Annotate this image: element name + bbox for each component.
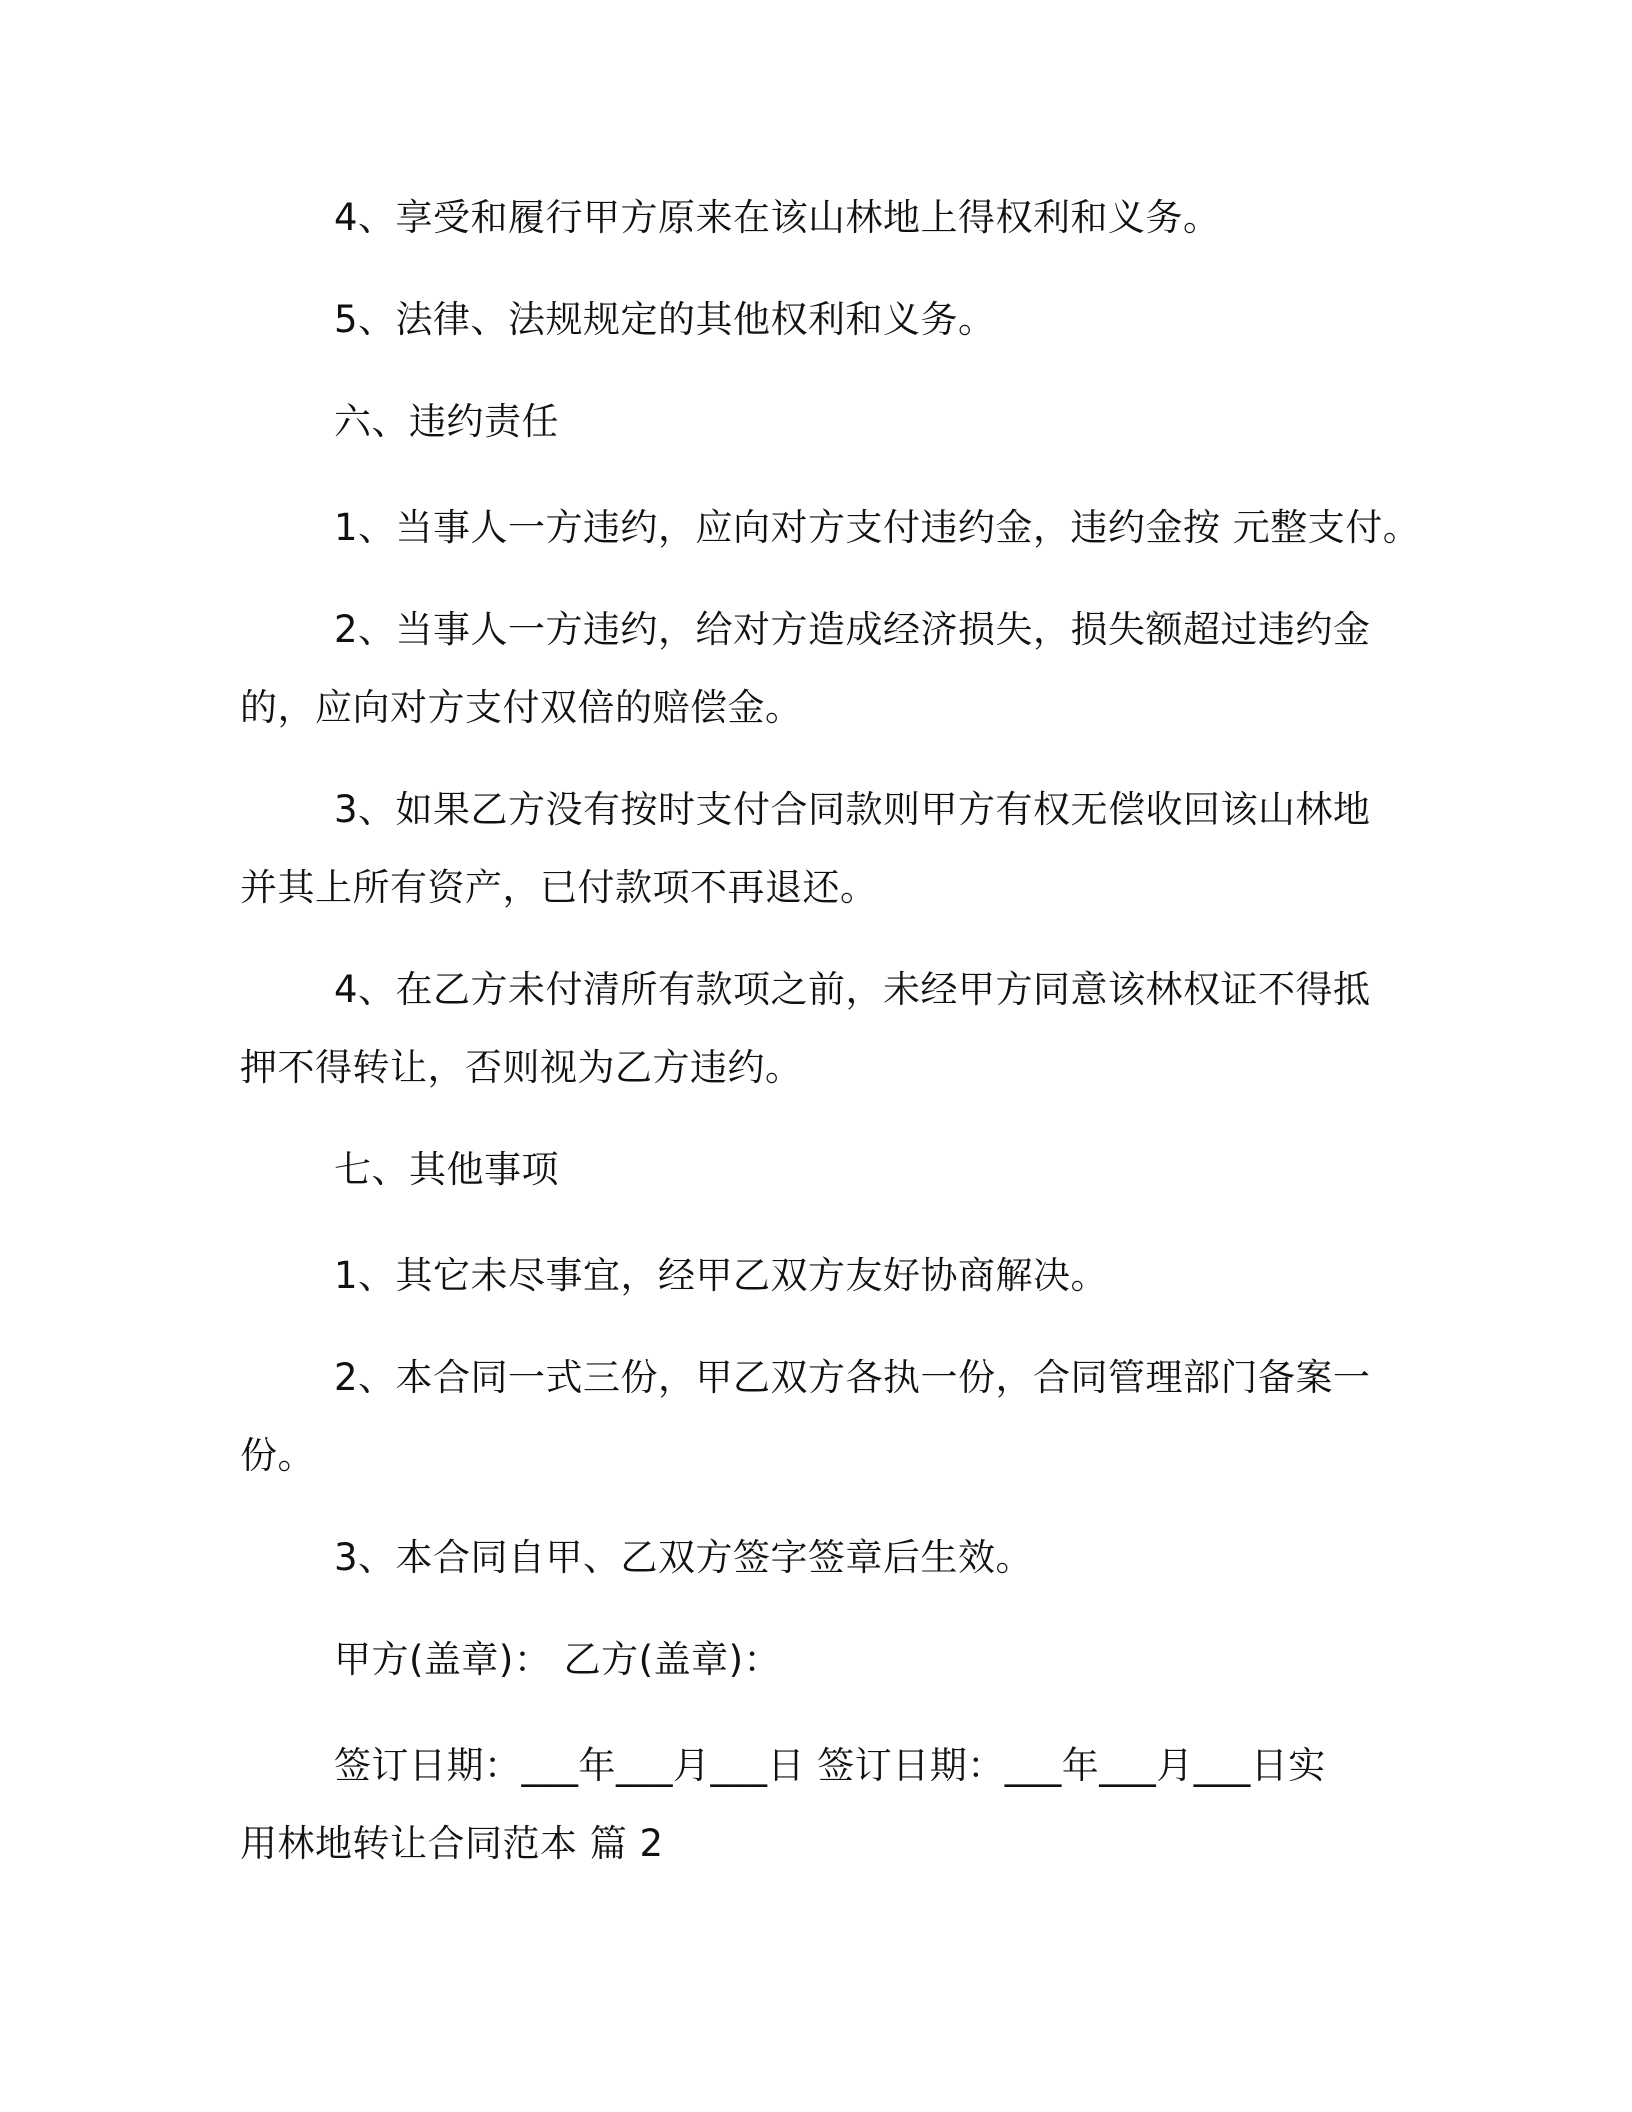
clause-7-1: 1、其它未尽事宜，经甲乙双方友好协商解决。 [334, 1254, 1109, 1297]
clause-5-4: 4、享受和履行甲方原来在该山林地上得权利和义务。 [334, 196, 1221, 239]
clause-6-2-line-2: 的，应向对方支付双倍的赔偿金。 [240, 686, 803, 729]
clause-7-3: 3、本合同自甲、乙双方签字签章后生效。 [334, 1536, 1034, 1579]
section-heading-6: 六、违约责任 [334, 400, 559, 443]
clause-7-2-line-1: 2、本合同一式三份，甲乙双方各执一份，合同管理部门备案一 [334, 1356, 1371, 1399]
signature-parties: 甲方(盖章)： 乙方(盖章)： [334, 1638, 782, 1681]
clause-7-2-line-2: 份。 [240, 1434, 315, 1477]
signing-dates-line-2: 用林地转让合同范本 篇 2 [240, 1822, 664, 1865]
clause-6-3-line-1: 3、如果乙方没有按时支付合同款则甲方有权无偿收回该山林地 [334, 788, 1371, 831]
clause-6-4-line-1: 4、在乙方未付清所有款项之前，未经甲方同意该林权证不得抵 [334, 968, 1371, 1011]
clause-6-4-line-2: 押不得转让，否则视为乙方违约。 [240, 1046, 803, 1089]
signing-dates-line-1: 签订日期：___年___月___日 签订日期：___年___月___日实 [334, 1744, 1326, 1787]
section-heading-7: 七、其他事项 [334, 1148, 559, 1191]
clause-5-5: 5、法律、法规规定的其他权利和义务。 [334, 298, 996, 341]
clause-6-1: 1、当事人一方违约，应向对方支付违约金，违约金按 元整支付。 [334, 506, 1421, 549]
clause-6-3-line-2: 并其上所有资产，已付款项不再退还。 [240, 866, 878, 909]
clause-6-2-line-1: 2、当事人一方违约，给对方造成经济损失，损失额超过违约金 [334, 608, 1371, 651]
